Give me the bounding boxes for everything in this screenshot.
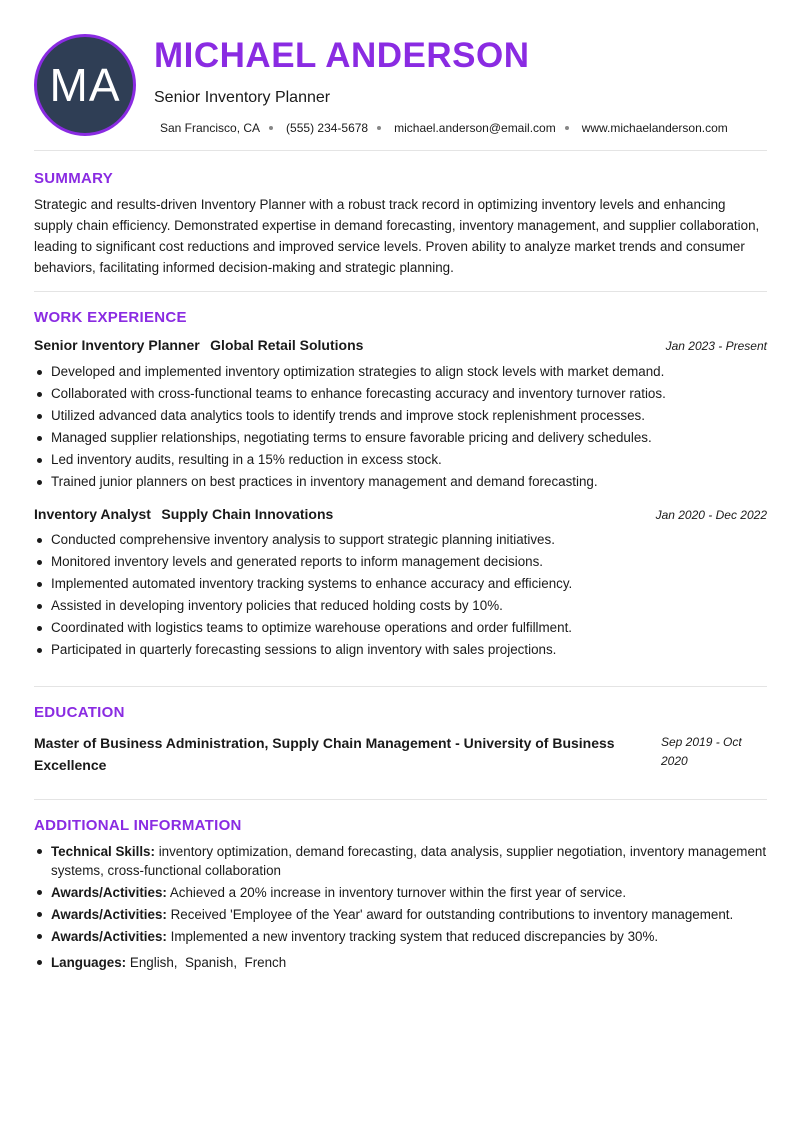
item-text: inventory optimization, demand forecasting, data analysis, supplier negotiation, inventory management systems, cross-functional collaboration <box>51 844 767 878</box>
list-item <box>34 551 767 573</box>
bullet-text: Utilized advanced data analytics tools to identify trends and improve stock replenishment processes. <box>51 408 645 423</box>
bullet <box>37 604 42 609</box>
job-title: Senior Inventory Planner <box>34 337 200 353</box>
bullet-text: Collaborated with cross-functional teams to enhance forecasting accuracy and inventory turnover ratios. <box>51 386 666 401</box>
job-bullets <box>34 529 767 661</box>
education-entry <box>34 732 767 776</box>
item-text: Received 'Employee of the Year' award for outstanding contributions to inventory management. <box>170 907 734 922</box>
bullet-text: Led inventory audits, resulting in a 15% reduction in excess stock. <box>51 452 442 467</box>
bullet <box>37 582 42 587</box>
degree: Master of Business Administration, Supply Chain Management - University of Business Excellence <box>34 735 615 773</box>
list-item <box>34 529 767 551</box>
candidate-name: MICHAEL ANDERSON <box>154 36 530 75</box>
bullet <box>37 414 42 419</box>
bullet <box>37 436 42 441</box>
contact-row <box>160 121 728 135</box>
list-item <box>34 953 767 972</box>
list-item <box>34 361 767 383</box>
bullet <box>37 912 42 917</box>
job-company: Supply Chain Innovations <box>161 506 334 522</box>
divider <box>34 150 767 151</box>
list-item <box>34 471 767 493</box>
bullet <box>37 458 42 463</box>
item-text: Implemented a new inventory tracking system that reduced discrepancies by 30%. <box>170 929 659 944</box>
education-heading: EDUCATION <box>34 704 125 721</box>
separator-dot <box>565 126 569 130</box>
bullet <box>37 560 42 565</box>
bullet <box>37 392 42 397</box>
item-label: Languages: <box>51 955 127 970</box>
candidate-role: Senior Inventory Planner <box>154 89 331 106</box>
list-item <box>34 883 767 902</box>
contact-email[interactable]: michael.anderson@email.com <box>394 121 556 135</box>
item-label: Awards/Activities: <box>51 885 167 900</box>
list-item <box>34 449 767 471</box>
job-header <box>34 337 767 355</box>
bullet-text: Assisted in developing inventory policies that reduced holding costs by 10%. <box>51 598 503 613</box>
additional-list <box>34 842 767 975</box>
bullet <box>37 890 42 895</box>
job-company: Global Retail Solutions <box>210 337 364 353</box>
list-item <box>34 639 767 661</box>
summary-text: Strategic and results-driven Inventory Planner with a robust track record in optimizing inventory levels and enhancing supply chain efficiency. Demonstrated expertise in demand forecasting, inventory management, and supplier collaboration, leading to significant cost reductions and improved service levels. Proven ability to analyze market trends and consumer behaviors, facilitating informed decision-making and strategic planning. <box>34 197 760 275</box>
bullet <box>37 370 42 375</box>
contact-phone: (555) 234-5678 <box>286 121 369 135</box>
list-item <box>34 927 767 946</box>
bullet <box>37 849 42 854</box>
bullet <box>37 626 42 631</box>
job-header <box>34 506 767 524</box>
bullet-text: Trained junior planners on best practices in inventory management and demand forecasting. <box>51 474 598 489</box>
divider <box>34 291 767 292</box>
summary-heading: SUMMARY <box>34 170 114 187</box>
contact-location: San Francisco, CA <box>160 121 261 135</box>
item-text: Achieved a 20% increase in inventory turnover within the first year of service. <box>169 885 627 900</box>
divider <box>34 686 767 687</box>
divider <box>34 799 767 800</box>
bullet-text: Conducted comprehensive inventory analysis to support strategic planning initiatives. <box>51 532 555 547</box>
separator-dot <box>269 126 273 130</box>
bullet-text: Coordinated with logistics teams to optimize warehouse operations and order fulfillment. <box>51 620 573 635</box>
job-dates: Jan 2023 - Present <box>665 339 767 353</box>
bullet <box>37 538 42 543</box>
item-label: Technical Skills: <box>51 844 155 859</box>
bullet <box>37 480 42 485</box>
additional-heading: ADDITIONAL INFORMATION <box>34 817 242 834</box>
list-item <box>34 427 767 449</box>
bullet <box>37 648 42 653</box>
bullet-text: Developed and implemented inventory optimization strategies to align stock levels with market demand. <box>51 364 665 379</box>
item-label: Awards/Activities: <box>51 907 167 922</box>
list-item <box>34 905 767 924</box>
education-dates: Sep 2019 - Oct 2020 <box>661 735 742 768</box>
list-item <box>34 405 767 427</box>
contact-website[interactable]: www.michaelanderson.com <box>581 121 728 135</box>
experience-heading: WORK EXPERIENCE <box>34 309 187 326</box>
list-item <box>34 573 767 595</box>
item-text: English, Spanish, French <box>129 955 287 970</box>
separator-dot <box>377 126 381 130</box>
job-bullets <box>34 361 767 493</box>
job-title: Inventory Analyst <box>34 506 151 522</box>
avatar <box>34 34 136 136</box>
bullet-text: Participated in quarterly forecasting sessions to align inventory with sales projections. <box>51 642 557 657</box>
list-item <box>34 383 767 405</box>
list-item <box>34 595 767 617</box>
item-label: Awards/Activities: <box>51 929 167 944</box>
list-item <box>34 842 767 880</box>
bullet-text: Monitored inventory levels and generated reports to inform management decisions. <box>51 554 544 569</box>
bullet-text: Managed supplier relationships, negotiating terms to ensure favorable pricing and delivery schedules. <box>51 430 652 445</box>
list-item <box>34 617 767 639</box>
bullet <box>37 934 42 939</box>
bullet <box>37 960 42 965</box>
avatar-initials: MA <box>49 59 121 111</box>
job-dates: Jan 2020 - Dec 2022 <box>655 508 767 522</box>
bullet-text: Implemented automated inventory tracking systems to enhance accuracy and efficiency. <box>51 576 573 591</box>
